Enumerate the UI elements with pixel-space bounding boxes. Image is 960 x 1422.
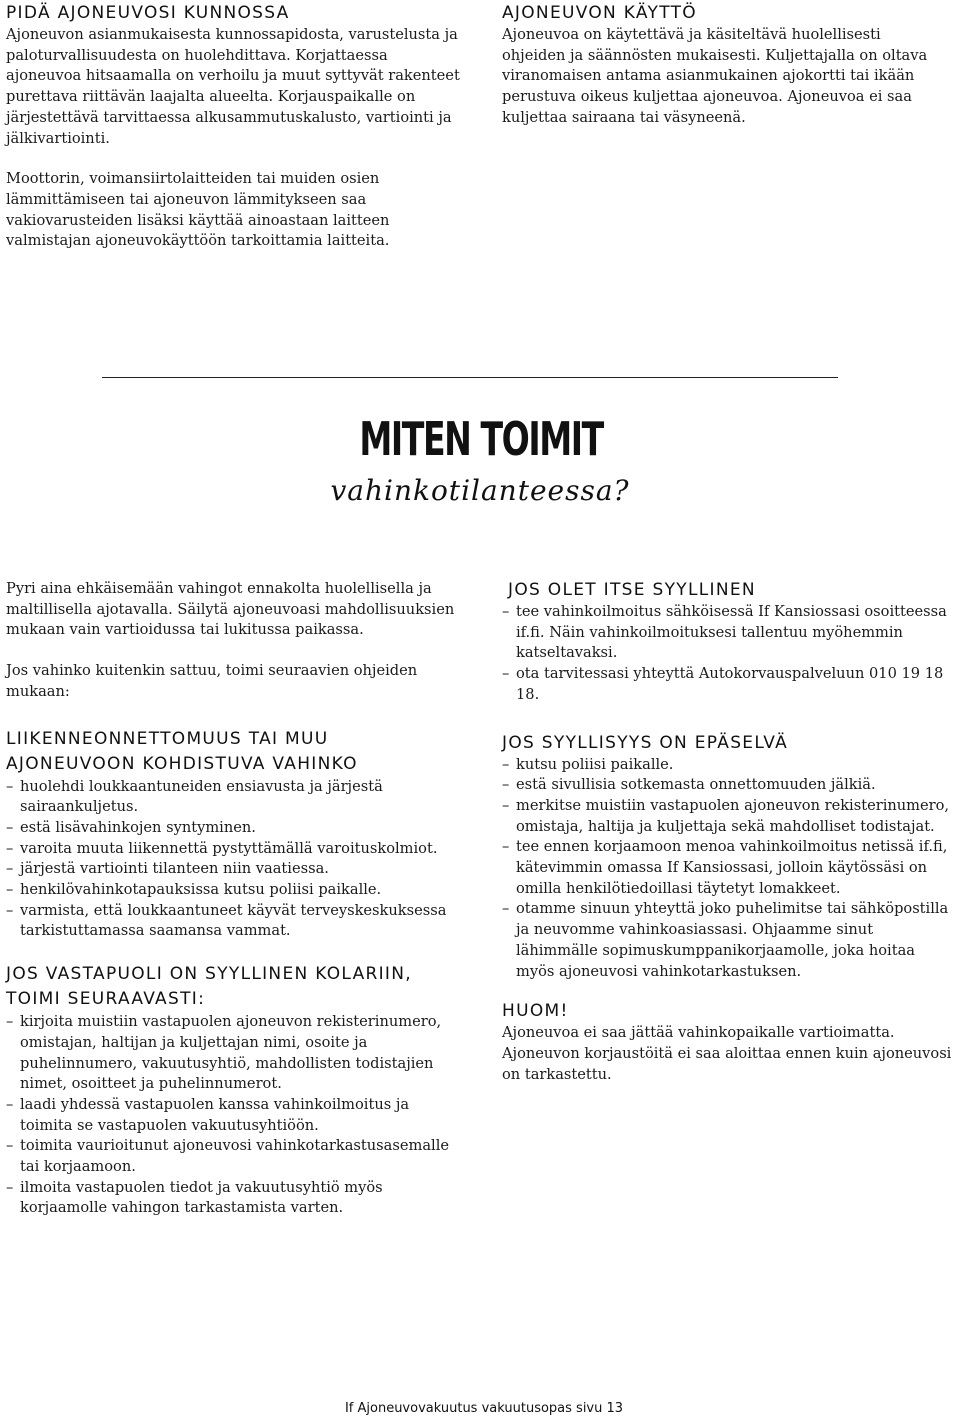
top-left-section [6,2,461,252]
list-item [6,1095,456,1136]
list-item [502,602,957,664]
section-heading: HUOM! [502,1001,569,1022]
list-item-text: tee vahinkoilmoitus sähköisessä If Kansiossasi osoitteessa if.fi. Näin vahinkoilmoituksesi tallentuu myöhemmin katseltavaksi. [516,603,947,662]
list-item [502,796,957,837]
section-heading: PIDÄ AJONEUVOSI KUNNOSSA [6,3,290,23]
dash-icon: – [6,901,14,919]
dash-icon: – [502,665,510,683]
bullet-list [6,1012,456,1219]
section-heading: JOS VASTAPUOLI ON SYYLLINEN KOLARIIN, TOIMI SEURAAVASTI: [6,964,412,1010]
list-item-text: laadi yhdessä vastapuolen kanssa vahinkoilmoitus ja toimita se vastapuolen vakuutusyhtiöön. [20,1095,410,1134]
list-item [6,880,456,901]
list-item [502,899,957,982]
section-heading: LIIKENNEONNETTOMUUS TAI MUU AJONEUVOON KOHDISTUVA VAHINKO [6,728,358,774]
list-item-text: järjestä vartiointi tilanteen niin vaatiessa. [20,860,329,878]
list-item [6,1012,456,1095]
intro-paragraph: Jos vahinko kuitenkin sattuu, toimi seuraavien ohjeiden mukaan: [6,662,418,700]
top-right-section [502,2,947,129]
list-item [6,1136,456,1177]
list-item [502,664,957,705]
dash-icon: – [502,603,510,620]
section-heading: JOS SYYLLISYYS ON EPÄSELVÄ [502,732,789,753]
list-item-text: ilmoita vastapuolen tiedot ja vakuutusyhtiö myös korjaamolle vahingon tarkastamista varten. [20,1178,383,1217]
list-item [502,755,957,776]
intro-paragraph: Pyri aina ehkäisemään vahingot ennakolta huolellisella ja maltillisella ajotavalla. Säilytä ajoneuvoasi mahdollisuuksien mukaan vain vartioidussa tai lukitussa paikassa. [6,580,455,639]
list-item [6,1178,456,1219]
list-item-text: varoita muuta liikennettä pystyttämällä varoituskolmiot. [20,839,438,857]
list-item-text: toimita vaurioitunut ajoneuvosi vahinkotarkastusasemalle tai korjaamoon. [20,1137,450,1176]
dash-icon: – [6,777,14,795]
list-item-text: estä lisävahinkojen syntyminen. [20,818,256,836]
paragraph: Moottorin, voimansiirtolaitteiden tai muiden osien lämmittämiseen tai ajoneuvon lämmitykseen saa vakiovarusteiden lisäksi käyttää ainoastaan laitteen valmistajan ajoneuvokäyttöön tarkoittamia laitteita. [6,170,390,250]
dash-icon: – [6,1095,14,1113]
list-item [6,777,456,818]
dash-icon: – [6,881,14,899]
list-item-text: merkitse muistiin vastapuolen ajoneuvon rekisterinumero, omistaja, haltija ja kuljettaja sekä mahdolliset todistajat. [516,796,950,835]
list-item [6,818,456,839]
dash-icon: – [6,1013,14,1031]
list-item-text: varmista, että loukkaantuneet käyvät terveyskeskuksessa tarkistuttamassa saamansa vammat. [20,901,447,940]
list-item [6,839,456,860]
list-item-text: tee ennen korjaamoon menoa vahinkoilmoitus netissä if.fi, kätevimmin omassa If Kansiossasi, jolloin käytössäsi on omilla henkilötiedoillasi täytetyt lomakkeet. [516,838,948,897]
list-item-text: huolehdi loukkaantuneiden ensiavusta ja järjestä sairaankuljetus. [20,777,383,816]
page-subtitle: vahinkotilanteessa? [330,474,630,507]
list-item [6,901,456,942]
dash-icon: – [502,838,510,856]
dash-icon: – [6,839,14,857]
list-item-text: ota tarvitessasi yhteyttä Autokorvauspalveluun 010 19 18 18. [516,665,944,703]
paragraph: Ajoneuvon asianmukaisesta kunnossapidosta, varustelusta ja paloturvallisuudesta on huolehdittava. Korjattaessa ajoneuvoa hitsaamalla on verhoilu ja muut syttyvät rakenteet purettava riittävän laajalta alueelta. Korjauspaikalle on järjestettävä tarvittaessa alkusammutuskalusto, vartiointi ja jälkivartiointi. [6,26,460,147]
page-title: MITEN TOIMIT [359,412,603,466]
bullet-list [502,755,957,983]
paragraph: Ajoneuvoa on käytettävä ja käsiteltävä huolellisesti ohjeiden ja säännösten mukaisesti. Kuljettajalla on oltava viranomaisen antama asianmukainen ajokortti tai ikään perustuva oikeus kuljettaa ajoneuvoa. Ajoneuvoa ei saa kuljettaa sairaana tai väsyneenä. [502,26,928,126]
list-item [6,859,456,880]
dash-icon: – [6,1178,14,1196]
list-item [502,837,957,899]
list-item-text: otamme sinuun yhteyttä joko puhelimitse tai sähköpostilla ja neuvomme vahinkoasiassasi. Ohjaamme sinut lähimmälle sopimuskumppanikorjaamolle, joka hoitaa myös ajoneuvosi vahinkotarkastuksen. [516,900,949,980]
paragraph: Ajoneuvoa ei saa jättää vahinkopaikalle vartioimatta. Ajoneuvon korjaustöitä ei saa aloittaa ennen kuin ajoneuvosi on tarkastettu. [502,1024,952,1083]
right-column [502,579,957,1085]
dash-icon: – [6,818,14,836]
section-heading: AJONEUVON KÄYTTÖ [502,3,697,23]
dash-icon: – [6,860,14,878]
divider [102,377,838,378]
dash-icon: – [502,776,510,794]
list-item-text: kirjoita muistiin vastapuolen ajoneuvon rekisterinumero, omistajan, haltijan ja kuljettajan nimi, osoite ja puhelinnumero, vakuutusyhtiö, mahdollisten todistajien nimet, osoitteet ja puhelinnumerot. [20,1013,442,1093]
list-item-text: kutsu poliisi paikalle. [516,755,674,773]
dash-icon: – [6,1137,14,1155]
dash-icon: – [502,755,510,773]
bullet-list [502,602,957,706]
section-heading: JOS OLET ITSE SYYLLINEN [508,580,756,600]
bullet-list [6,777,456,943]
footer-text: If Ajoneuvovakuutus vakuutusopas sivu 13 [344,1401,624,1416]
list-item-text: estä sivullisia sotkemasta onnettomuuden jälkiä. [516,776,876,794]
dash-icon: – [502,900,510,918]
list-item [502,775,957,796]
list-item-text: henkilövahinkotapauksissa kutsu poliisi paikalle. [20,881,382,899]
left-column [6,579,456,1219]
dash-icon: – [502,796,510,814]
page-footer [0,1401,960,1416]
